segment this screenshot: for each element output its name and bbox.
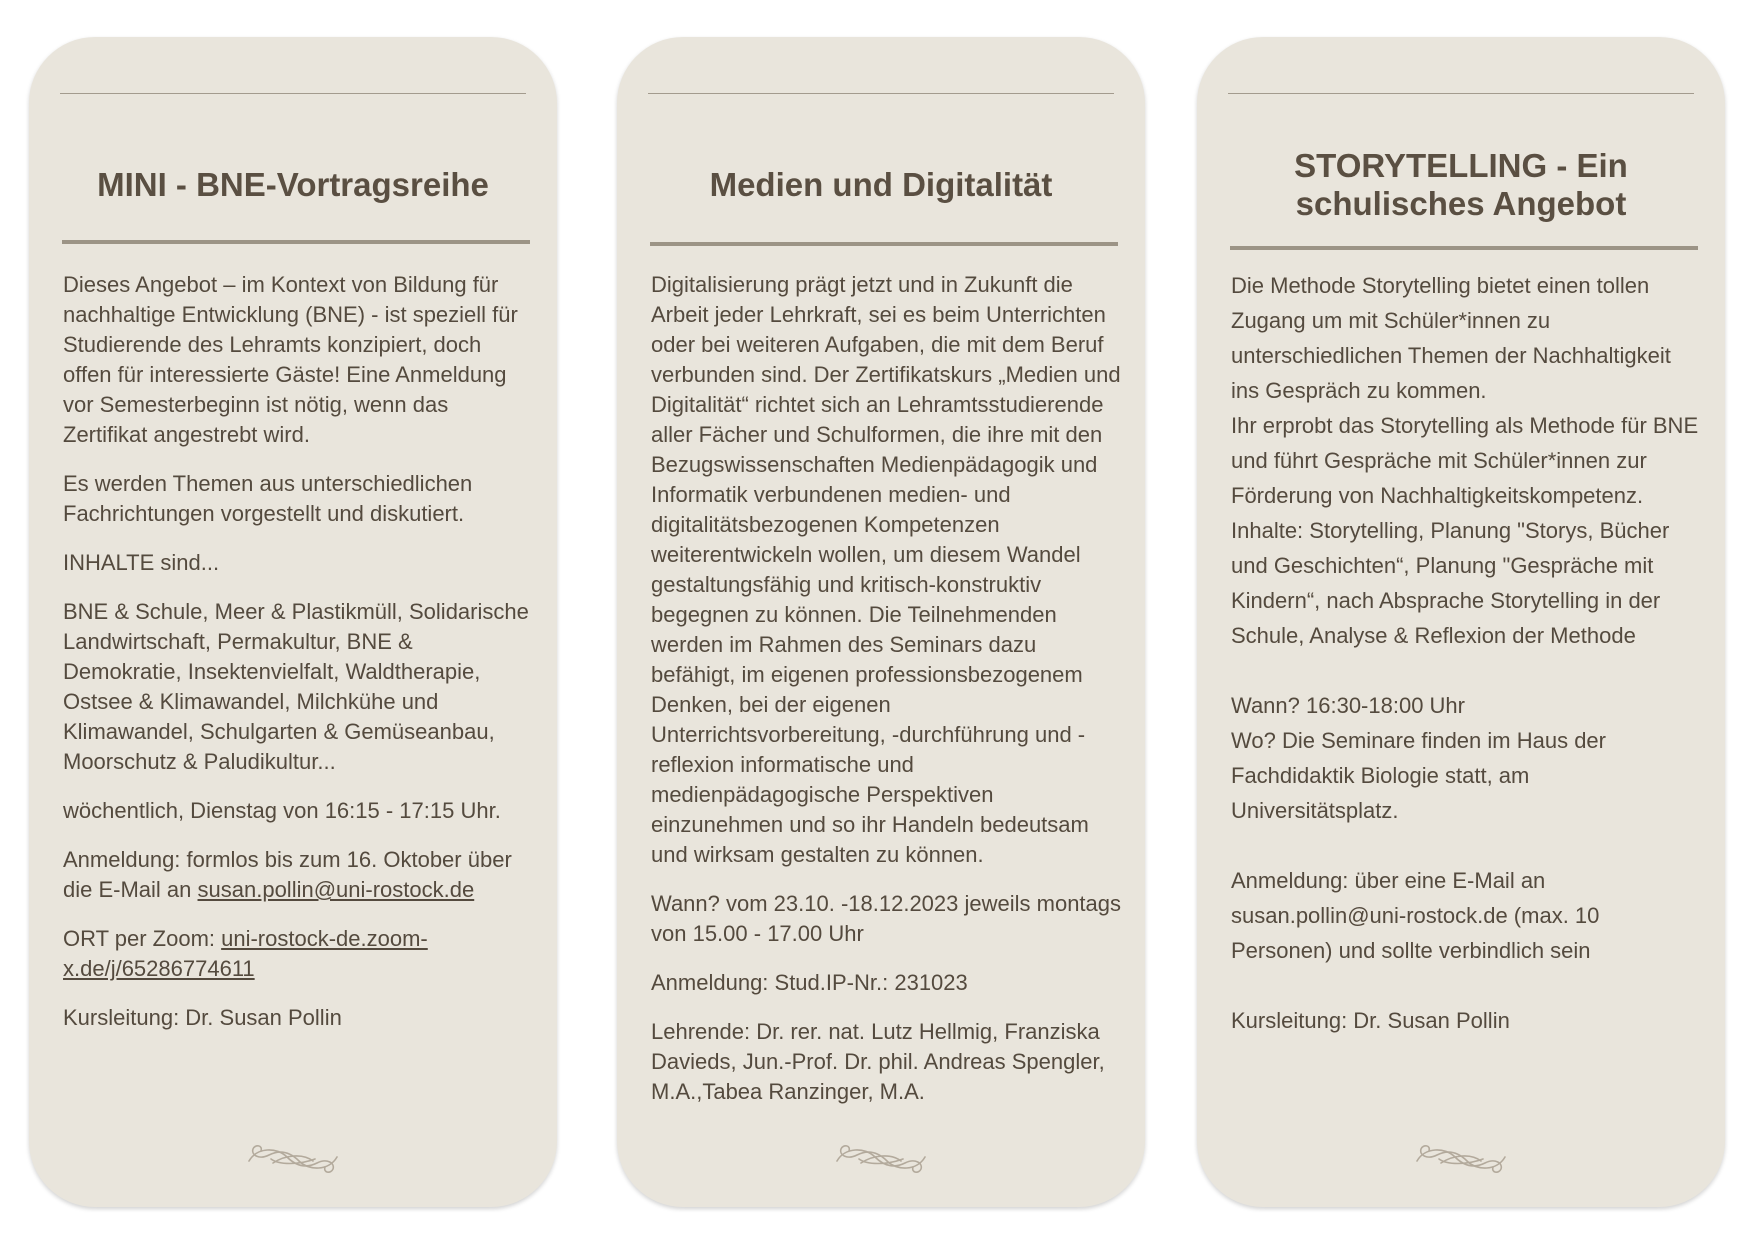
card-title: Medien und Digitalität bbox=[709, 166, 1053, 203]
description-paragraph: Digitalisierung prägt jetzt und in Zukunft die Arbeit jeder Lehrkraft, sei es beim Unterrichten oder bei weiteren Aufgaben, die mit dem Beruf verbunden sind. Der Zertifikatskurs „Medien und Digitalität“ richtet sich an Lehramtsstudierende aller Fächer und Schulformen, die ihre mit den Bezugswissenschaften Medienpädagogik und Informatik verbundenen medien- und digitalitätsbezogenen Kompetenzen weiterentwickeln wollen, um diesem Wandel gestaltungsfähig und kritisch-konstruktiv begegnen zu können. Die Teilnehmenden werden im Rahmen des Seminars dazu befähigt, im eigenen professionsbezogenem Denken, bei der eigenen Unterrichtsvorbereitung, -durchführung und -reflexion informatische und medienpädagogische Perspektiven einzunehmen und so ihr Handeln bedeutsam und wirksam gestalten zu können. bbox=[651, 272, 1121, 867]
flourish-ornament-icon bbox=[831, 1141, 931, 1177]
lecturers-text: Lehrende: Dr. rer. nat. Lutz Hellmig, Franziska Davieds, Jun.-Prof. Dr. phil. Andreas Spengler, M.A.,Tabea Ranzinger, M.A. bbox=[651, 1019, 1105, 1104]
registration-prefix: Anmeldung: formlos bis zum 16. Oktober über die E-Mail an bbox=[63, 847, 512, 902]
location-text: Wo? Die Seminare finden im Haus der Fachdidaktik Biologie statt, am Universitätsplatz. bbox=[1231, 728, 1606, 823]
description-paragraph: Die Methode Storytelling bietet einen tollen Zugang um mit Schüler*innen zu unterschiedlichen Themen der Nachhaltigkeit ins Gespräch zu kommen. bbox=[1231, 273, 1671, 403]
contents-heading: INHALTE sind... bbox=[63, 550, 220, 575]
card-body bbox=[651, 270, 1121, 1126]
intro-paragraph: Dieses Angebot – im Kontext von Bildung für nachhaltige Entwicklung (BNE) - ist speziell für Studierende des Lehramts konzipiert, doch offen für interessierte Gäste! Eine Anmeldung vor Semesterbeginn ist nötig, wenn das Zertifikat angestrebt wird. bbox=[63, 272, 518, 447]
contents-list: BNE & Schule, Meer & Plastikmüll, Solidarische Landwirtschaft, Permakultur, BNE & Demokratie, Insektenvielfalt, Waldtherapie, Ostsee & Klimawandel, Milchkühe und Klimawandel, Schulgarten & Gemüseanbau, Moorschutz & Paludikultur... bbox=[63, 599, 529, 774]
schedule-text: Wann? vom 23.10. -18.12.2023 jeweils montags von 15.00 - 17.00 Uhr bbox=[651, 891, 1122, 946]
card-title: STORYTELLING - Ein schulisches Angebot bbox=[1294, 147, 1628, 222]
schedule-text: Wann? 16:30-18:00 Uhr bbox=[1231, 693, 1465, 718]
flourish-ornament-icon bbox=[1411, 1141, 1511, 1177]
topics-paragraph: Es werden Themen aus unterschiedlichen Fachrichtungen vorgestellt und diskutiert. bbox=[63, 471, 473, 526]
instructor-text: Kursleitung: Dr. Susan Pollin bbox=[1231, 1008, 1510, 1033]
contents-paragraph: Inhalte: Storytelling, Planung "Storys, Bücher und Geschichten“, Planung "Gespräche mit Kindern“, nach Absprache Storytelling in der Schule, Analyse & Reflexion der Methode bbox=[1231, 518, 1670, 648]
spacer bbox=[1231, 968, 1701, 1003]
top-divider bbox=[60, 93, 526, 94]
location-prefix: ORT per Zoom: bbox=[63, 926, 222, 951]
top-divider bbox=[648, 93, 1114, 94]
card-body bbox=[1231, 268, 1701, 1038]
title-divider bbox=[650, 242, 1118, 246]
instructor-text: Kursleitung: Dr. Susan Pollin bbox=[63, 1005, 342, 1030]
registration-text bbox=[63, 845, 533, 905]
title-divider bbox=[62, 240, 530, 244]
flourish-ornament-icon bbox=[243, 1141, 343, 1177]
spacer bbox=[1231, 828, 1701, 863]
card-title: MINI - BNE-Vortragsreihe bbox=[97, 166, 489, 203]
top-divider bbox=[1228, 93, 1694, 94]
method-paragraph: Ihr erprobt das Storytelling als Methode für BNE und führt Gespräche mit Schüler*innen zur Förderung von Nachhaltigkeitskompetenz. bbox=[1231, 413, 1699, 508]
zoom-link[interactable]: uni-rostock-de.zoom-x.de/j/65286774611 bbox=[63, 926, 428, 981]
registration-text: Anmeldung: über eine E-Mail an susan.pollin@uni-rostock.de (max. 10 Personen) und sollte verbindlich sein bbox=[1231, 868, 1600, 963]
card-medien-digitalitaet bbox=[617, 37, 1145, 1207]
registration-text: Anmeldung: Stud.IP-Nr.: 231023 bbox=[651, 970, 968, 995]
title-divider bbox=[1230, 246, 1698, 250]
card-bne-vortragsreihe bbox=[29, 37, 557, 1207]
spacer bbox=[1231, 653, 1701, 688]
card-header bbox=[53, 99, 533, 271]
card-body bbox=[63, 270, 533, 1052]
card-storytelling bbox=[1197, 37, 1725, 1207]
location-text bbox=[63, 924, 533, 984]
email-link[interactable]: susan.pollin@uni-rostock.de bbox=[197, 877, 475, 902]
schedule-text: wöchentlich, Dienstag von 16:15 - 17:15 Uhr. bbox=[63, 798, 501, 823]
